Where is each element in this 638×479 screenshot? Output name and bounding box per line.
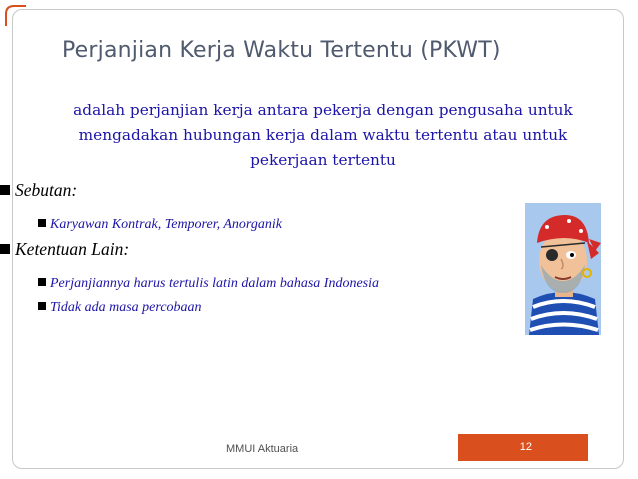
intro-line: adalah perjanjian kerja antara pekerja dengan pengusaha untuk: [73, 101, 573, 119]
footer-text: MMUI Aktuaria: [226, 443, 299, 455]
bullet-heading: [0, 180, 77, 201]
square-bullet-icon: [0, 185, 10, 195]
pirate-clipart-icon: [525, 203, 601, 335]
bullet-item-text: Perjanjiannya harus tertulis latin dalam bahasa Indonesia: [50, 276, 379, 291]
bullet-item: [38, 300, 202, 316]
square-bullet-icon: [38, 219, 46, 227]
intro-paragraph: [42, 98, 604, 173]
bullet-heading: [0, 239, 129, 260]
page-number-box: [458, 434, 588, 461]
bullet-item-text: Tidak ada masa percobaan: [50, 300, 202, 315]
square-bullet-icon: [38, 302, 46, 310]
square-bullet-icon: [0, 244, 10, 254]
bullet-item: [38, 217, 282, 233]
intro-line: mengadakan hubungan kerja dalam waktu tertentu atau untuk: [78, 126, 568, 144]
slide-title: Perjanjian Kerja Waktu Tertentu (PKWT): [62, 38, 501, 63]
intro-line: pekerjaan tertentu: [250, 151, 396, 169]
bullet-heading-text: Sebutan:: [15, 180, 78, 200]
corner-accent-icon: [0, 0, 30, 30]
square-bullet-icon: [38, 278, 46, 286]
page-number: 12: [519, 441, 532, 453]
bullet-heading-text: Ketentuan Lain:: [15, 239, 130, 259]
bullet-item: [38, 276, 379, 292]
bullet-item-text: Karyawan Kontrak, Temporer, Anorganik: [50, 217, 282, 232]
